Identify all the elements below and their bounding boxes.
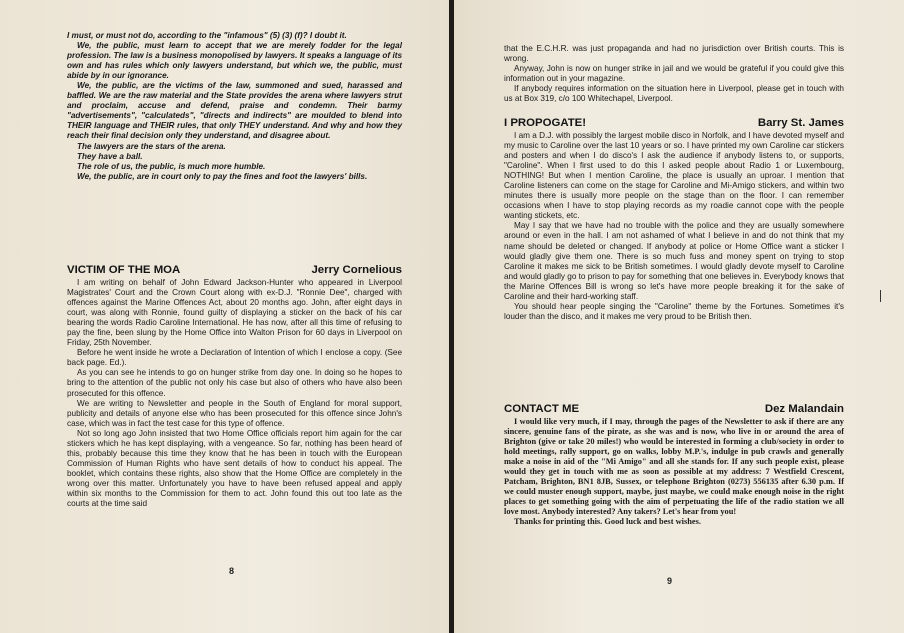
- article-title: CONTACT ME: [504, 403, 580, 415]
- intro-paragraph: We, the public, are in court only to pay the fines and foot the lawyers' bills.: [77, 171, 368, 181]
- intro-paragraph: The role of us, the public, is much more humble.: [77, 161, 266, 171]
- pen-mark: [880, 290, 881, 302]
- article-heading: [67, 264, 402, 277]
- article-author: Dez Malandain: [764, 403, 844, 415]
- article-heading: [504, 117, 844, 130]
- article-i-propogate: [504, 117, 844, 322]
- article-paragraph: May I say that we have had no trouble with the police and they are usually somewhere around or even in the hall. I am not ashamed of what I believe in and do not think that my name should be deleted or changed. If anybody at police or Home Office want a sticker I would gladly give them one. There is so much fuss and money spent on trying to stop Caroline it makes me sick to be British sometimes. I would gladly devote myself to Caroline and would gladly go to prison to pay for something that one believes in. Everybody knows that the Marine Offences Bill is wrong so let's have more people breaking it for the sake of Caroline and their hard-working staff.: [504, 221, 844, 301]
- page-number: 8: [229, 566, 235, 576]
- intro-paragraph: They have a ball.: [77, 151, 143, 161]
- article-contact-me: [504, 403, 844, 528]
- article-author: Barry St. James: [757, 117, 844, 129]
- intro-text: [67, 31, 402, 182]
- article-paragraph: I am a D.J. with possibly the largest mobile disco in Norfolk, and I have devoted myself and my music to Caroline over the last 10 years or so. I have printed my own Caroline car stickers and posters and when I do disco's I ask the audience if anybody listens to, or supports, "Caroline". When I first used to do this I asked people about Radio 1 or Luxembourg, NOTHING! But when I mention Caroline, the place is usually an uproar. I mention that Caroline listeners can come on the stage for Caroline and Mi-Amigo stickers, and within two minutes there is usually more people on the stage than on the floor. I can remember occasions when I have to stop playing records as my roadie cannot cope with the people wanting stickets, etc.: [504, 131, 844, 221]
- article-heading: [504, 403, 844, 416]
- article-paragraph: Not so long ago John insisted that two Home Office officials report him again for the car stickers which he has kept displaying, with a vengeance. So far, nothing has been heard of this, probably because this time they know that he has been in touch with the European Commission of Human Rights who have sent details of how to conduct his appeal. The booklet, which contains these rights, also show that the Home Office are completely in the wrong over this matter. Unfortunately you have to have been refused appeal and apply within six months to the Commission for them to act. John found this out too late as the courts at the time said: [67, 428, 402, 509]
- right-page: [454, 0, 904, 633]
- article-paragraph: As you can see he intends to go on hunger strike from day one. In doing so he hopes to bring to the attention of the public not only his case but also of others who have also been prosecuted for this offence.: [67, 368, 402, 398]
- continuation-paragraph: If anybody requires information on the situation here in Liverpool, please get in touch with us at Box 319, c/o 100 Whitechapel, Liverpool.: [504, 84, 844, 104]
- article-paragraph: I am writing on behalf of John Edward Jackson-Hunter who appeared in Liverpool Magistrates' Court and the Crown Court along with ex-D.J. "Ronnie Dee", charged with offences against the Marine Offences Act, about 20 months ago. John, after eight days in court, was along with Ronnie, found guilty of displaying a sticker on the back of his car bearing the words Radio Caroline International. He has now, after all this time of refusing to pay the fine, been slung by the Home Office into Walton Prison for 60 days in Liverpool on Friday, 25th November.: [67, 278, 402, 348]
- continuation-paragraph: that the E.C.H.R. was just propaganda and had no jurisdiction over British courts. This is wrong.: [504, 44, 844, 64]
- page-number: 9: [667, 576, 673, 586]
- article-paragraph: Thanks for printing this. Good luck and best wishes.: [514, 517, 701, 527]
- article-victim-of-the-moa: [67, 264, 402, 509]
- continuation-paragraph: Anyway, John is now on hunger strike in jail and we would be grateful if you could give this information out in your magazine.: [504, 64, 844, 84]
- article-title: I PROPOGATE!: [504, 117, 587, 129]
- article-author: Jerry Cornelious: [311, 264, 402, 276]
- intro-paragraph: I must, or must not do, according to the "infamous" (5) (3) (f)? I doubt it.: [67, 31, 347, 40]
- intro-paragraph: We, the public, are the victims of the law, summoned and sued, harassed and baffled. We are the raw material and the State provides the arena where lawyers strut and proclaim, accuse and defend, praise and condemn. Their barmy "advertisements", "calculateds", "directs and indirects" are moulded to blend into THEIR language and THEIR rules, that only THEY understand. And why and how they reach their final decision only they understand, and disagree about.: [67, 81, 402, 141]
- article-paragraph: I would like very much, if I may, through the pages of the Newsletter to ask if there are any sincere, genuine fans of the pirate, as she was and is now, who live in or around the area of Brighton (give or take 20 miles!) who would be interested in forming a club/society in order to hold meetings, rally support, go on walks, lobby M.P.'s, indulge in pub crawls and generally make a noise in aid of the "Mi Amigo" and all she stands for. If any such people exist, please would they get in touch with me as soon as possible at my address: 7 Westfield Crescent, Patcham, Brighton, BN1 8JB, Sussex, or telephone Brighton (0273) 556135 after 6.30 p.m. If we could muster enough support, maybe, just maybe, we could make enough noise in the right places to get something going with the aim of perpetuating the life of the radio station we all love most. Anybody interested? Any takers? Let's hear from you!: [504, 417, 844, 517]
- article-paragraph: You should hear people singing the "Caroline" theme by the Fortunes. Sometimes it's louder than the disco, and it makes me very proud to be British then.: [504, 301, 844, 321]
- intro-paragraph: We, the public, must learn to accept that we are merely fodder for the legal profession. The law is a business monopolised by lawyers. It speaks a language of its own and has rules which only lawyers understand, but which we, the public, must abide by in our ignorance.: [67, 41, 402, 81]
- article-paragraph: Before he went inside he wrote a Declaration of Intention of which I enclose a copy. (See back page. Ed.).: [67, 348, 402, 368]
- article-title: VICTIM OF THE MOA: [67, 264, 181, 276]
- continuation-text: [504, 44, 844, 104]
- article-paragraph: We are writing to Newsletter and people in the South of England for moral support, publicity and details of anyone else who has been prosecuted for this offence since John's case, which was in fact the test case for this type of offence.: [67, 398, 402, 428]
- intro-paragraph: The lawyers are the stars of the arena.: [77, 141, 226, 151]
- left-page: [0, 0, 450, 633]
